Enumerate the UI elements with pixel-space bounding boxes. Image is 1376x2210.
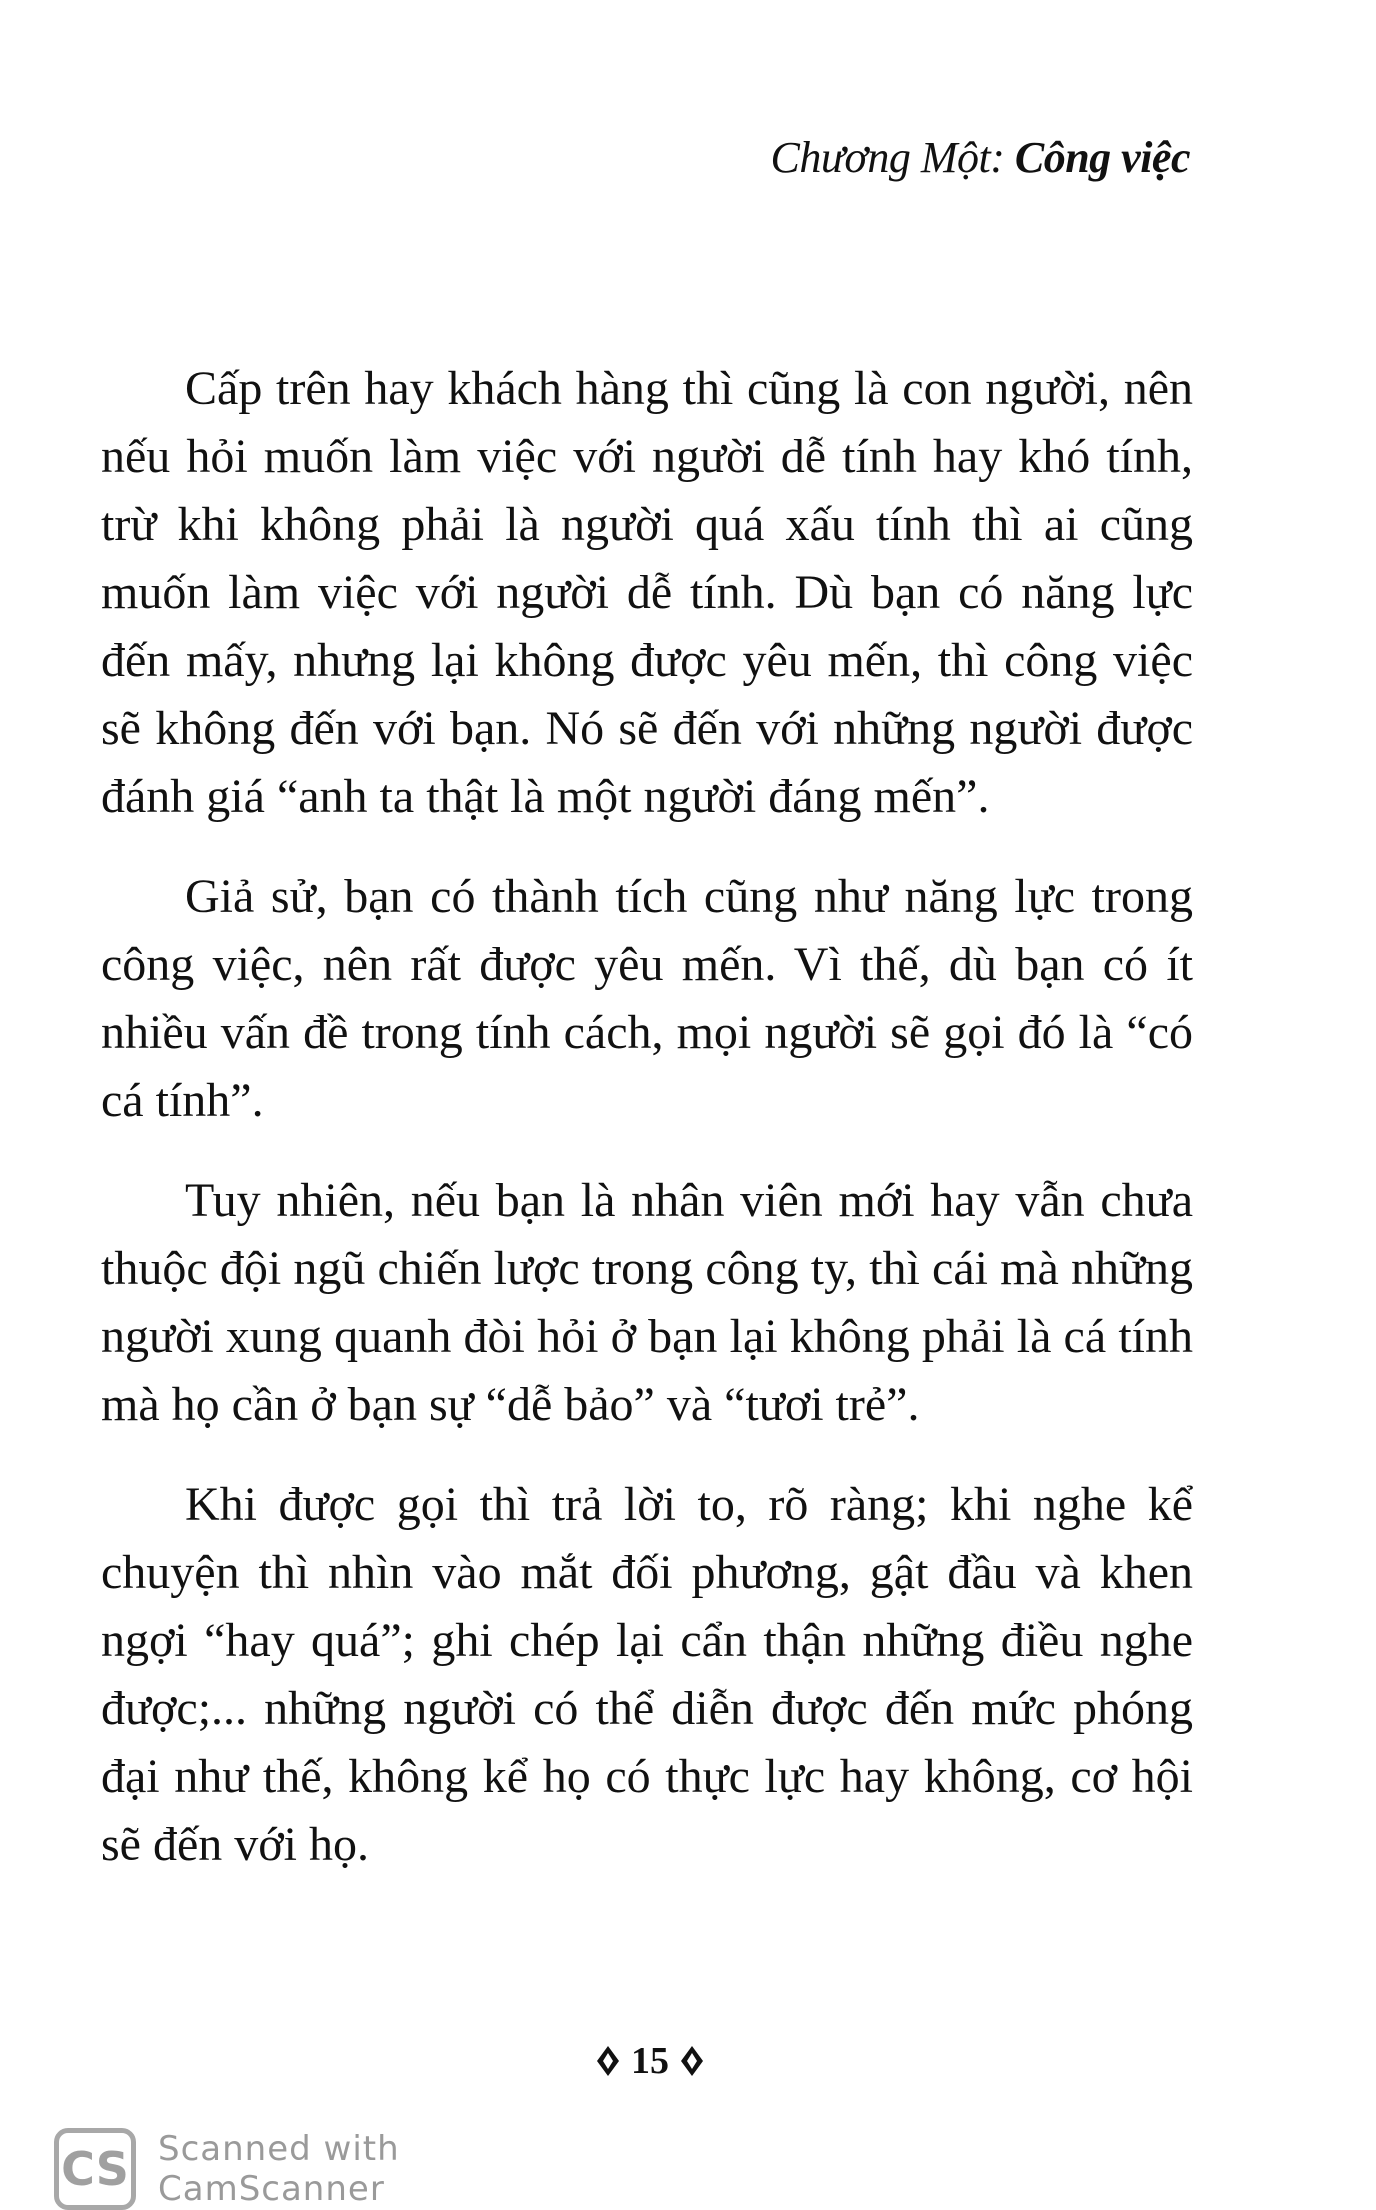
camscanner-logo-icon: CS <box>54 2128 136 2210</box>
chapter-label: Chương Một: <box>770 133 1005 182</box>
watermark-text <box>158 2129 400 2209</box>
page-number-text: 15 <box>631 2040 669 2082</box>
paragraph-1: Cấp trên hay khách hàng thì cũng là con người, nên nếu hỏi muốn làm việc với người dễ tính hay khó tính, trừ khi không phải là người quá xấu tính thì ai cũng muốn làm việc với người dễ tính. Dù bạn có năng lực đến mấy, nhưng lại không được yêu mến, thì công việc sẽ không đến với bạn. Nó sẽ đến với những người được đánh giá “anh ta thật là một người đáng mến”. <box>101 362 1193 823</box>
ornament-right-icon <box>679 2044 705 2078</box>
page-body <box>101 355 1193 1911</box>
watermark-line-2: CamScanner <box>158 2169 385 2209</box>
chapter-title: Công việc <box>1014 133 1190 182</box>
running-header <box>771 132 1191 183</box>
paragraph-4: Khi được gọi thì trả lời to, rõ ràng; khi nghe kể chuyện thì nhìn vào mắt đối phương, gật đầu và khen ngợi “hay quá”; ghi chép lại cẩn thận những điều nghe được;... những người có thể diễn được đến mức phóng đại như thế, không kể họ có thực lực hay không, cơ hội sẽ đến với họ. <box>101 1478 1193 1871</box>
camscanner-watermark <box>54 2128 400 2210</box>
paragraph-2: Giả sử, bạn có thành tích cũng như năng lực trong công việc, nên rất được yêu mến. Vì thế, dù bạn có ít nhiều vấn đề trong tính cách, mọi người sẽ gọi đó là “có cá tính”. <box>101 870 1193 1127</box>
ornament-left-icon <box>595 2044 621 2078</box>
paragraph-3: Tuy nhiên, nếu bạn là nhân viên mới hay vẫn chưa thuộc đội ngũ chiến lược trong công ty, thì cái mà những người xung quanh đòi hỏi ở bạn lại không phải là cá tính mà họ cần ở bạn sự “dễ bảo” và “tươi trẻ”. <box>101 1174 1193 1431</box>
watermark-line-1: Scanned with <box>158 2129 400 2169</box>
page-number <box>580 2036 720 2086</box>
